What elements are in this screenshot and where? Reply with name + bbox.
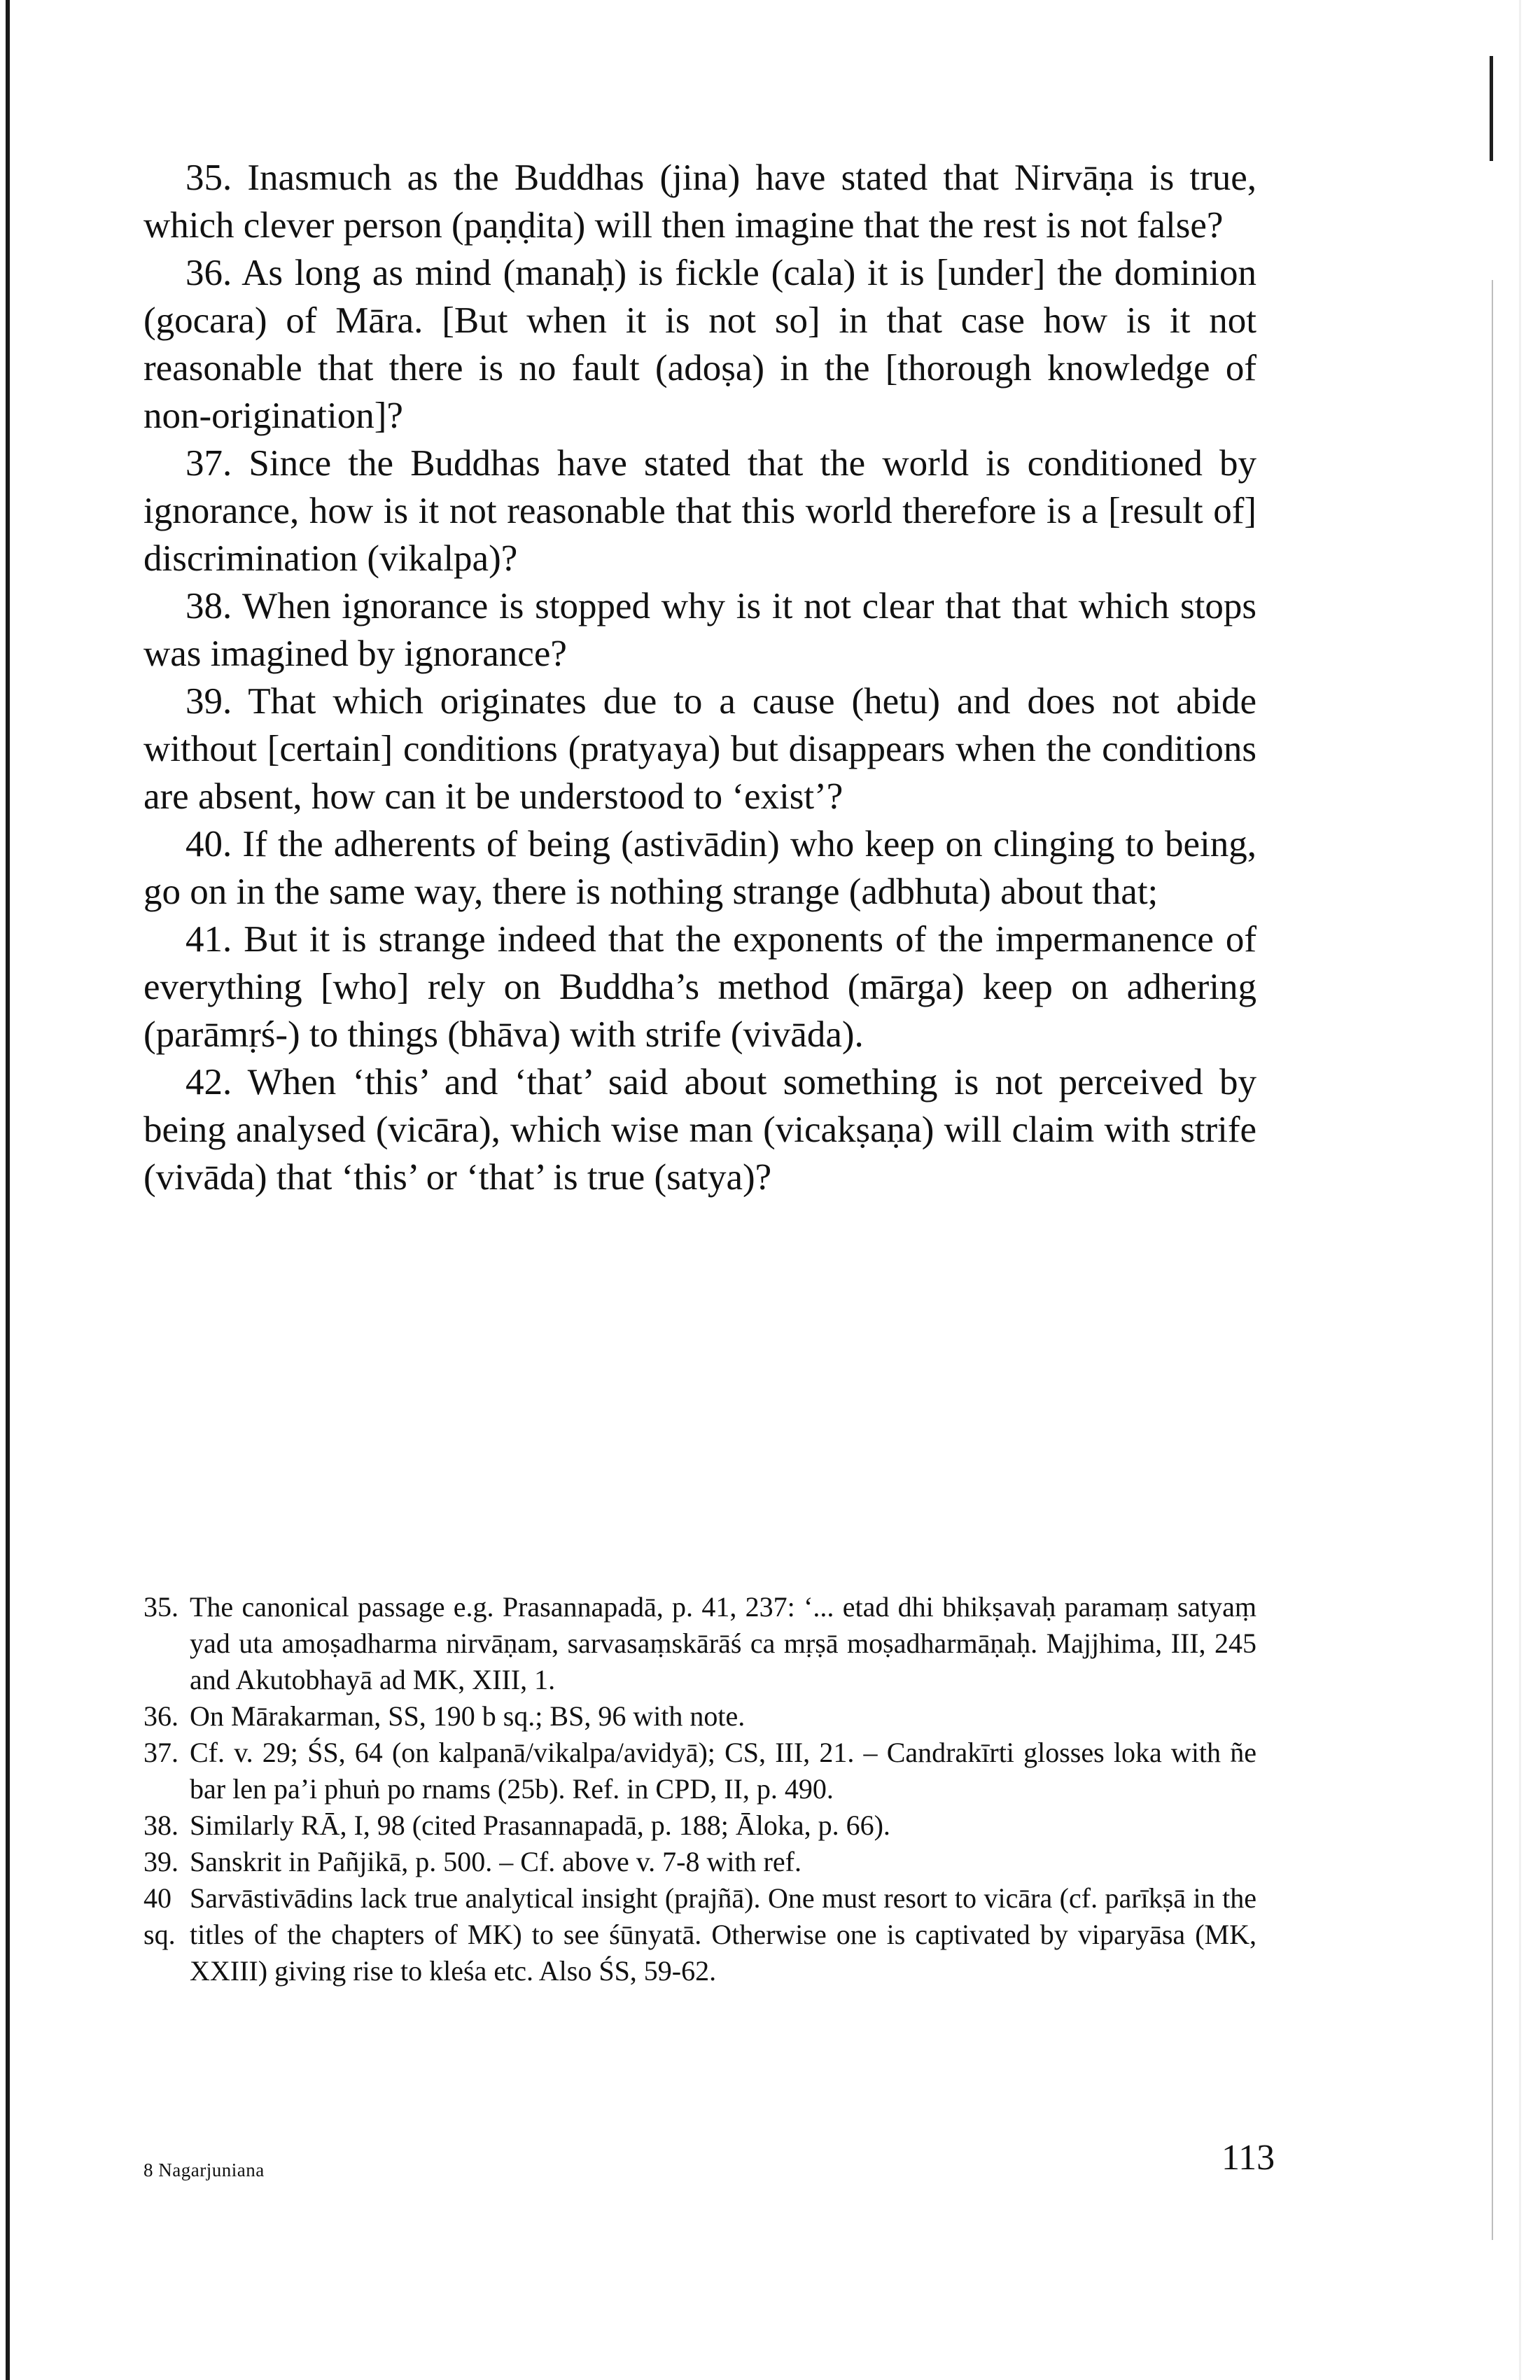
scan-left-edge xyxy=(6,0,10,2380)
verse-38: 38. When ignorance is stopped why is it not clear that that which stops was imagined by ignorance? xyxy=(144,586,1256,674)
note-37: 37. Cf. v. 29; ŚS, 64 (on kalpanā/vikalpa/avidyā); CS, III, 21. – Candrakīrti glosses loka with ñe bar len pa’i phuṅ po rnams (25b). Ref. in CPD, II, p. 490. xyxy=(144,1737,1256,1805)
scan-right-margin xyxy=(1519,0,1521,2380)
verse-35: 35. Inasmuch as the Buddhas (jina) have stated that Nirvāṇa is true, which clever person (paṇḍita) will then imagine that the rest is not false? xyxy=(144,158,1257,246)
scan-right-edge-mark xyxy=(1490,56,1493,161)
scan-right-edge-line xyxy=(1492,280,1493,2240)
page-number: 113 xyxy=(1222,2138,1275,2178)
signature-mark: 8 Nagarjuniana xyxy=(144,2160,265,2180)
verse-42: 42. When ‘this’ and ‘that’ said about something is not perceived by being analysed (vicāra), which wise man (vicakṣaṇa) will claim with strife (vivāda) that ‘this’ or ‘that’ is true (satya)? xyxy=(144,1062,1256,1198)
note-35: 35. The canonical passage e.g. Prasannapadā, p. 41, 237: ‘... etad dhi bhikṣavaḥ paramaṃ satyaṃ yad uta amoṣadharma nirvāṇam, sarvasaṃskārāś ca mṛṣā moṣadharmāṇaḥ. Majjhima, III, 245 and Akutobhayā ad MK, XIII, 1. xyxy=(144,1591,1256,1695)
note-39: 39. Sanskrit in Pañjikā, p. 500. – Cf. above v. 7-8 with ref. xyxy=(144,1846,802,1877)
verse-40: 40. If the adherents of being (astivādin) who keep on clinging to being, go on in the same way, there is nothing strange (adbhuta) about that; xyxy=(144,824,1256,912)
footnotes xyxy=(144,1589,1256,1989)
verse-36: 36. As long as mind (manaḥ) is fickle (cala) it is [under] the dominion (gocara) of Māra. [But when it is not so] in that case how is it not reasonable that there is no fault (adoṣa) in the [thorough knowledge of non-origination]? xyxy=(144,253,1256,436)
note-40: 40 sq. Sarvāstivādins lack true analytical insight (prajñā). One must resort to vicāra (cf. parīkṣā in the titles of the chapters of MK) to see śūnyatā. Otherwise one is captivated by viparyāsa (MK, XXIII) giving rise to kleśa etc. Also ŚS, 59-62. xyxy=(144,1882,1256,1987)
note-38: 38. Similarly RĀ, I, 98 (cited Prasannapadā, p. 188; Āloka, p. 66). xyxy=(144,1809,890,1841)
note-36: 36. On Mārakarman, SS, 190 b sq.; BS, 96 with note. xyxy=(144,1700,746,1732)
verse-37: 37. Since the Buddhas have stated that the world is conditioned by ignorance, how is it not reasonable that this world therefore is a [result of] discrimination (vikalpa)? xyxy=(144,443,1256,579)
verse-39: 39. That which originates due to a cause (hetu) and does not abide without [certain] conditions (pratyaya) but disappears when the conditions are absent, how can it be understood to ‘exist’? xyxy=(144,681,1256,817)
verse-41: 41. But it is strange indeed that the exponents of the impermanence of everything [who] rely on Buddha’s method (mārga) keep on adhering (parāmṛś-) to things (bhāva) with strife (vivāda). xyxy=(144,919,1257,1055)
verse-text xyxy=(144,154,1256,1201)
